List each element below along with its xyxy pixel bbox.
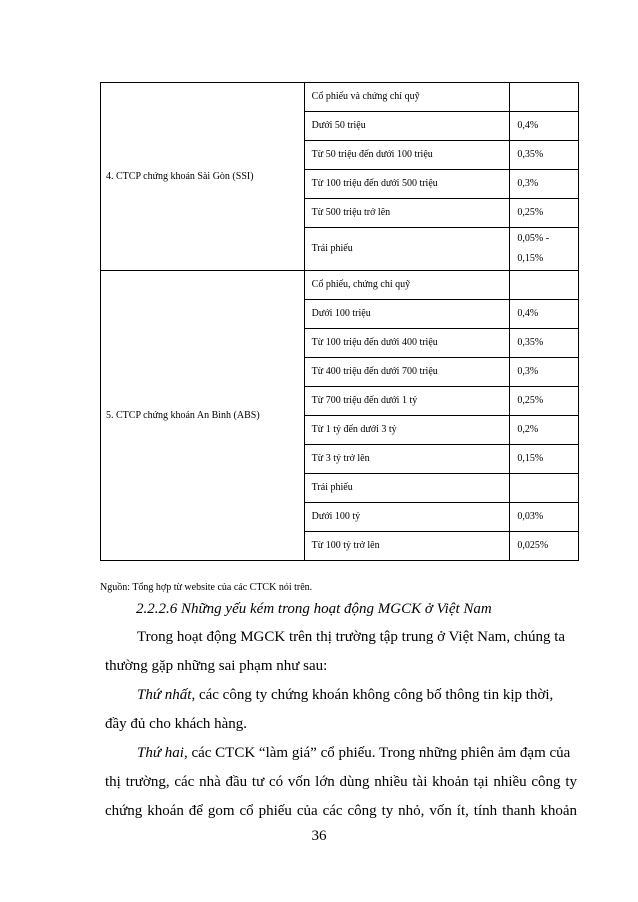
fee-rate-cell: 0,25% [510,387,579,416]
fee-tier-cell: Dưới 100 tỷ [304,503,510,532]
fee-rate-cell: 0,025% [510,532,579,561]
fee-rate-cell: 0,03% [510,503,579,532]
fee-tier-cell: Từ 500 triệu trở lên [304,199,510,228]
fee-tier-cell: Dưới 100 triệu [304,300,510,329]
emphasis-label: Thứ nhất [137,687,192,703]
brokerage-fee-table [100,82,579,561]
fee-rate-cell: 0,3% [510,170,579,199]
fee-tier-cell: Từ 1 tỷ đến dưới 3 tỷ [304,416,510,445]
fee-tier-cell: Từ 700 triệu đến dưới 1 tỷ [304,387,510,416]
fee-rate-line: 0,15% [517,253,544,264]
paragraph-text: Trong hoạt động MGCK trên thị trường tập trung ở Việt Nam, chúng ta [137,629,566,645]
paragraph-line: đầy đủ cho khách hàng. [105,716,248,732]
fee-tier-cell: Từ 100 tỷ trở lên [304,532,510,561]
fee-rate-cell: 0,2% [510,416,579,445]
paragraph-line: chứng khoán để gom cổ phiếu của các công ty nhỏ, vốn ít, tính thanh khoản [105,803,577,819]
paragraph-line: thường gặp những sai phạm như sau: [105,658,328,674]
fee-rate-cell: 0,4% [510,112,579,141]
paragraph-text [105,739,570,768]
fee-tier-cell: Từ 50 triệu đến dưới 100 triệu [304,141,510,170]
fee-tier-cell: Dưới 50 triệu [304,112,510,141]
table-row [101,83,579,112]
emphasis-label: Thứ hai [137,745,184,761]
fee-rate-cell [510,228,579,271]
fee-rate-cell: 0,3% [510,358,579,387]
fee-rate-cell: 0,4% [510,300,579,329]
fee-rate-cell: 0,35% [510,329,579,358]
fee-tier-cell: Trái phiếu [304,228,510,271]
fee-tier-cell: Cổ phiếu, chứng chỉ quỹ [304,271,510,300]
fee-rate-cell [510,271,579,300]
paragraph-line [105,739,577,768]
paragraph-text: , các CTCK “làm giá” cổ phiếu. Trong những phiên ảm đạm của [183,745,571,761]
paragraph-line: thị trường, các nhà đầu tư có vốn lớn dùng nhiều tài khoản tại nhiều công ty [105,774,577,790]
fee-tier-cell: Từ 100 triệu đến dưới 500 triệu [304,170,510,199]
paragraph-text: , các công ty chứng khoán không công bố thông tin kịp thời, [191,687,554,703]
fee-rate-cell: 0,15% [510,445,579,474]
fee-rate-cell [510,83,579,112]
fee-rate-cell: 0,35% [510,141,579,170]
fee-tier-cell: Trái phiếu [304,474,510,503]
page-number: 36 [311,828,327,844]
section-heading: 2.2.2.6 Những yếu kém trong hoạt động MGCK ở Việt Nam [136,601,492,617]
paragraph-text [105,681,553,710]
fee-tier-cell: Từ 400 triệu đến dưới 700 triệu [304,358,510,387]
table-source-note: Nguồn: Tổng hợp từ website của các CTCK nói trên. [100,582,313,593]
table-row [101,271,579,300]
company-cell-ssi: 4. CTCP chứng khoán Sài Gòn (SSI) [101,83,305,271]
fee-rate-line: 0,05% - [517,233,550,244]
company-cell-abs: 5. CTCP chứng khoán An Bình (ABS) [101,271,305,561]
fee-rate-cell [510,474,579,503]
fee-tier-cell: Từ 100 triệu đến dưới 400 triệu [304,329,510,358]
fee-tier-cell: Từ 3 tỷ trở lên [304,445,510,474]
fee-rate-cell: 0,25% [510,199,579,228]
paragraph-line [105,681,577,710]
paragraph-line [105,623,577,652]
fee-tier-cell: Cổ phiếu và chứng chỉ quỹ [304,83,510,112]
